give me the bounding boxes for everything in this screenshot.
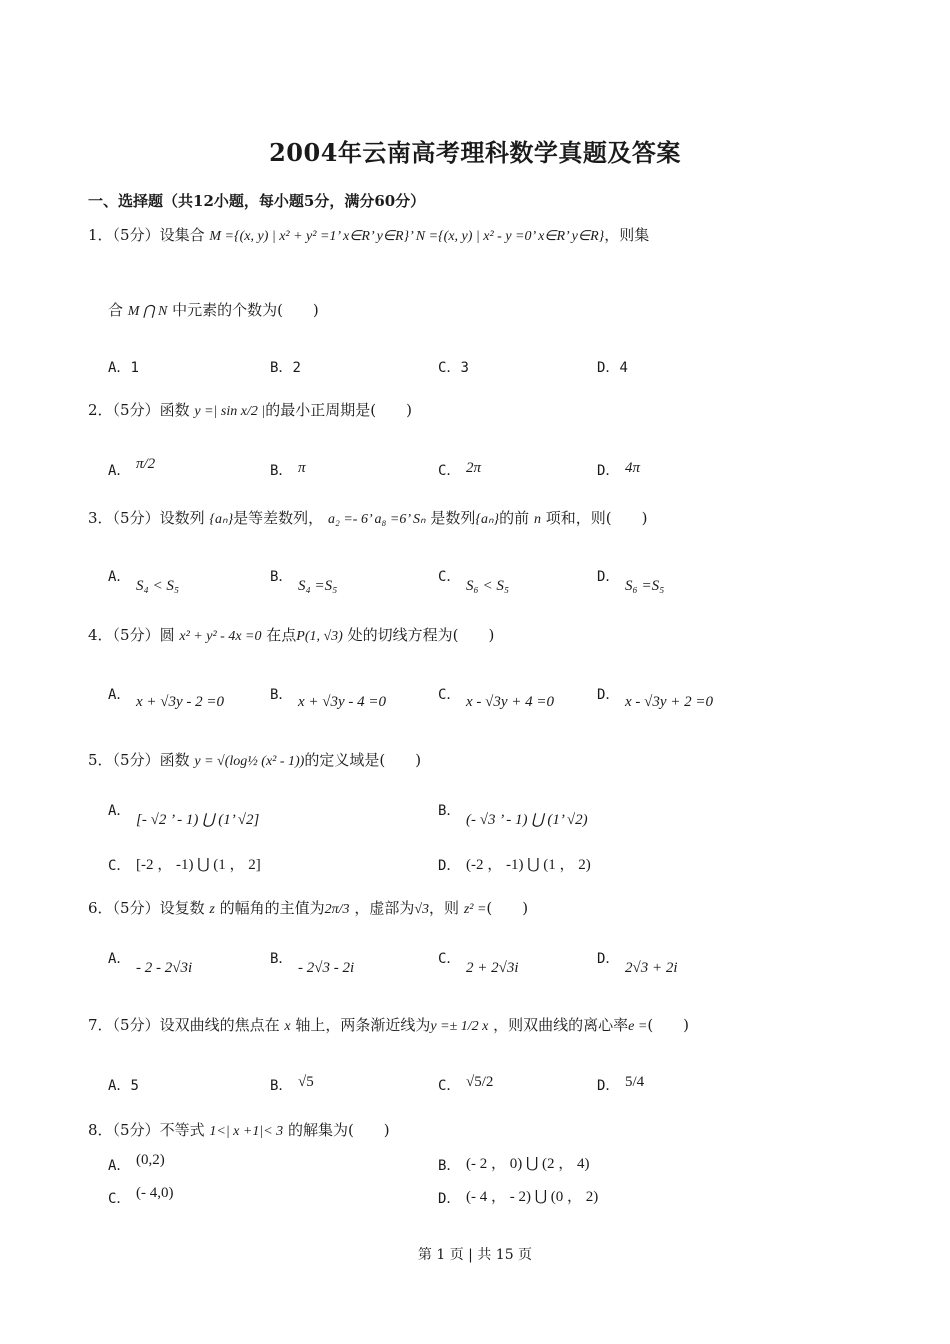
q4-option-a-value: x + √3y - 2 =0 [136,694,225,710]
q6-option-a-value: - 2 - 2√3i [136,960,193,976]
q7-option-b-value: √5 [298,1074,314,1090]
q2-option-b-value: π [298,460,306,476]
question-7: 7．（5分）设双曲线的焦点在 x 轴上，两条渐近线为y =± 1/2 x ，则双曲线的离心率e =( ) [88,1016,690,1034]
q8-option-b: B． [438,1158,461,1174]
question-8: 8．（5分）不等式 1<| x +1|< 3 的解集为( ) [88,1121,390,1139]
question-6: 6．（5分）设复数 z 的幅角的主值为2π/3 ，虚部为√3，则 z² =( ) [88,899,529,917]
q2-option-d: D． [597,463,620,479]
q6-option-b: B． [270,951,293,967]
q3-option-d: D． [597,569,620,585]
q7-option-a: A．5 [108,1078,139,1094]
question-1-set-definition: M ={(x, y) | x² + y² =1’ x∈R’ y∈R}’ N ={(x, y) | x² - y =0’ x∈R’ y∈R} [209,229,605,244]
q8-option-a: A． [108,1158,131,1174]
page-footer: 第 1 页 | 共 15 页 [417,1247,533,1263]
section-heading: 一、选择题（共12小题，每小题5分，满分60分） [88,192,426,210]
q5-option-b: B． [438,803,461,819]
q1-option-c: C．3 [438,360,469,376]
q7-option-d: D． [597,1078,620,1094]
q2-option-d-value: 4π [625,460,641,476]
q6-option-c-value: 2 + 2√3i [466,960,519,976]
q3-option-c: C． [438,569,461,585]
q6-option-a: A． [108,951,131,967]
q4-option-b: B． [270,687,293,703]
q4-option-d: D． [597,687,620,703]
q3-option-a: A． [108,569,131,585]
q6-option-c: C． [438,951,461,967]
q8-option-a-value: (0,2) [136,1152,165,1168]
q7-option-c-value: √5/2 [466,1074,494,1090]
q4-option-c-value: x - √3y + 4 =0 [466,694,555,710]
q3-option-a-value: S₄ < S₅ [136,578,180,594]
q8-option-c-value: (- 4,0) [136,1185,174,1201]
q2-option-c-value: 2π [466,460,482,476]
q4-option-a: A． [108,687,131,703]
q5-option-a-value: [- √2 ’ - 1) ⋃ (1’ √2] [136,812,260,828]
q7-option-d-value: 5/4 [625,1074,645,1090]
q3-option-b-value: S₄ =S₅ [298,578,338,594]
q8-option-d-value: (- 4 ， - 2) ⋃ (0 ， 2) [466,1189,599,1205]
q4-option-b-value: x + √3y - 4 =0 [298,694,387,710]
q5-option-c-value: [-2 ， -1) ⋃ (1 ， 2] [136,857,261,873]
q6-option-d: D． [597,951,620,967]
q4-option-d-value: x - √3y + 2 =0 [625,694,714,710]
q2-option-b: B． [270,463,293,479]
q2-option-a-value: π/2 [136,456,156,472]
q5-option-d-value: (-2 ， -1) ⋃ (1 ， 2) [466,857,591,873]
q3-option-c-value: S₆ < S₅ [466,578,510,594]
q8-option-b-value: (- 2 ， 0) ⋃ (2 ， 4) [466,1156,590,1172]
question-4: 4．（5分）圆 x² + y² - 4x =0 在点P(1, √3) 处的切线方程为( ) [88,626,495,644]
q5-option-a: A． [108,803,131,819]
question-1-line2: 合 M ⋂ N 中元素的个数为( ) [108,301,319,319]
question-1: 1．（5分）设集合 M ={(x, y) | x² + y² =1’ x∈R’ y∈R}’ N ={(x, y) | x² - y =0’ x∈R’ y∈R}，则集 [88,226,650,244]
q3-option-d-value: S₆ =S₅ [625,578,665,594]
question-5: 5．（5分）函数 y = √(log½ (x² - 1))的定义域是( ) [88,751,422,769]
q6-option-d-value: 2√3 + 2i [625,960,678,976]
q2-option-c: C． [438,463,461,479]
question-3: 3．（5分）设数列 {aₙ}是等差数列， a₂ =- 6’ a₈ =6’ Sₙ 是数列{aₙ}的前 n 项和，则( ) [88,509,648,527]
q5-option-d: D． [438,858,461,874]
q3-option-b: B． [270,569,293,585]
q7-option-c: C． [438,1078,461,1094]
question-2: 2．（5分）函数 y =| sin x/2 |的最小正周期是( ) [88,401,412,419]
q5-option-b-value: (- √3 ’ - 1) ⋃ (1’ √2) [466,812,588,828]
q5-option-c: C． [108,858,131,874]
q1-option-d: D．4 [597,360,628,376]
q8-option-d: D． [438,1191,461,1207]
q7-option-b: B． [270,1078,293,1094]
q6-option-b-value: - 2√3 - 2i [298,960,355,976]
page-title: 2004年云南高考理科数学真题及答案 [269,138,681,167]
q4-option-c: C． [438,687,461,703]
q8-option-c: C． [108,1191,131,1207]
q1-option-b: B．2 [270,360,301,376]
q2-option-a: A． [108,463,131,479]
q1-option-a: A．1 [108,360,139,376]
